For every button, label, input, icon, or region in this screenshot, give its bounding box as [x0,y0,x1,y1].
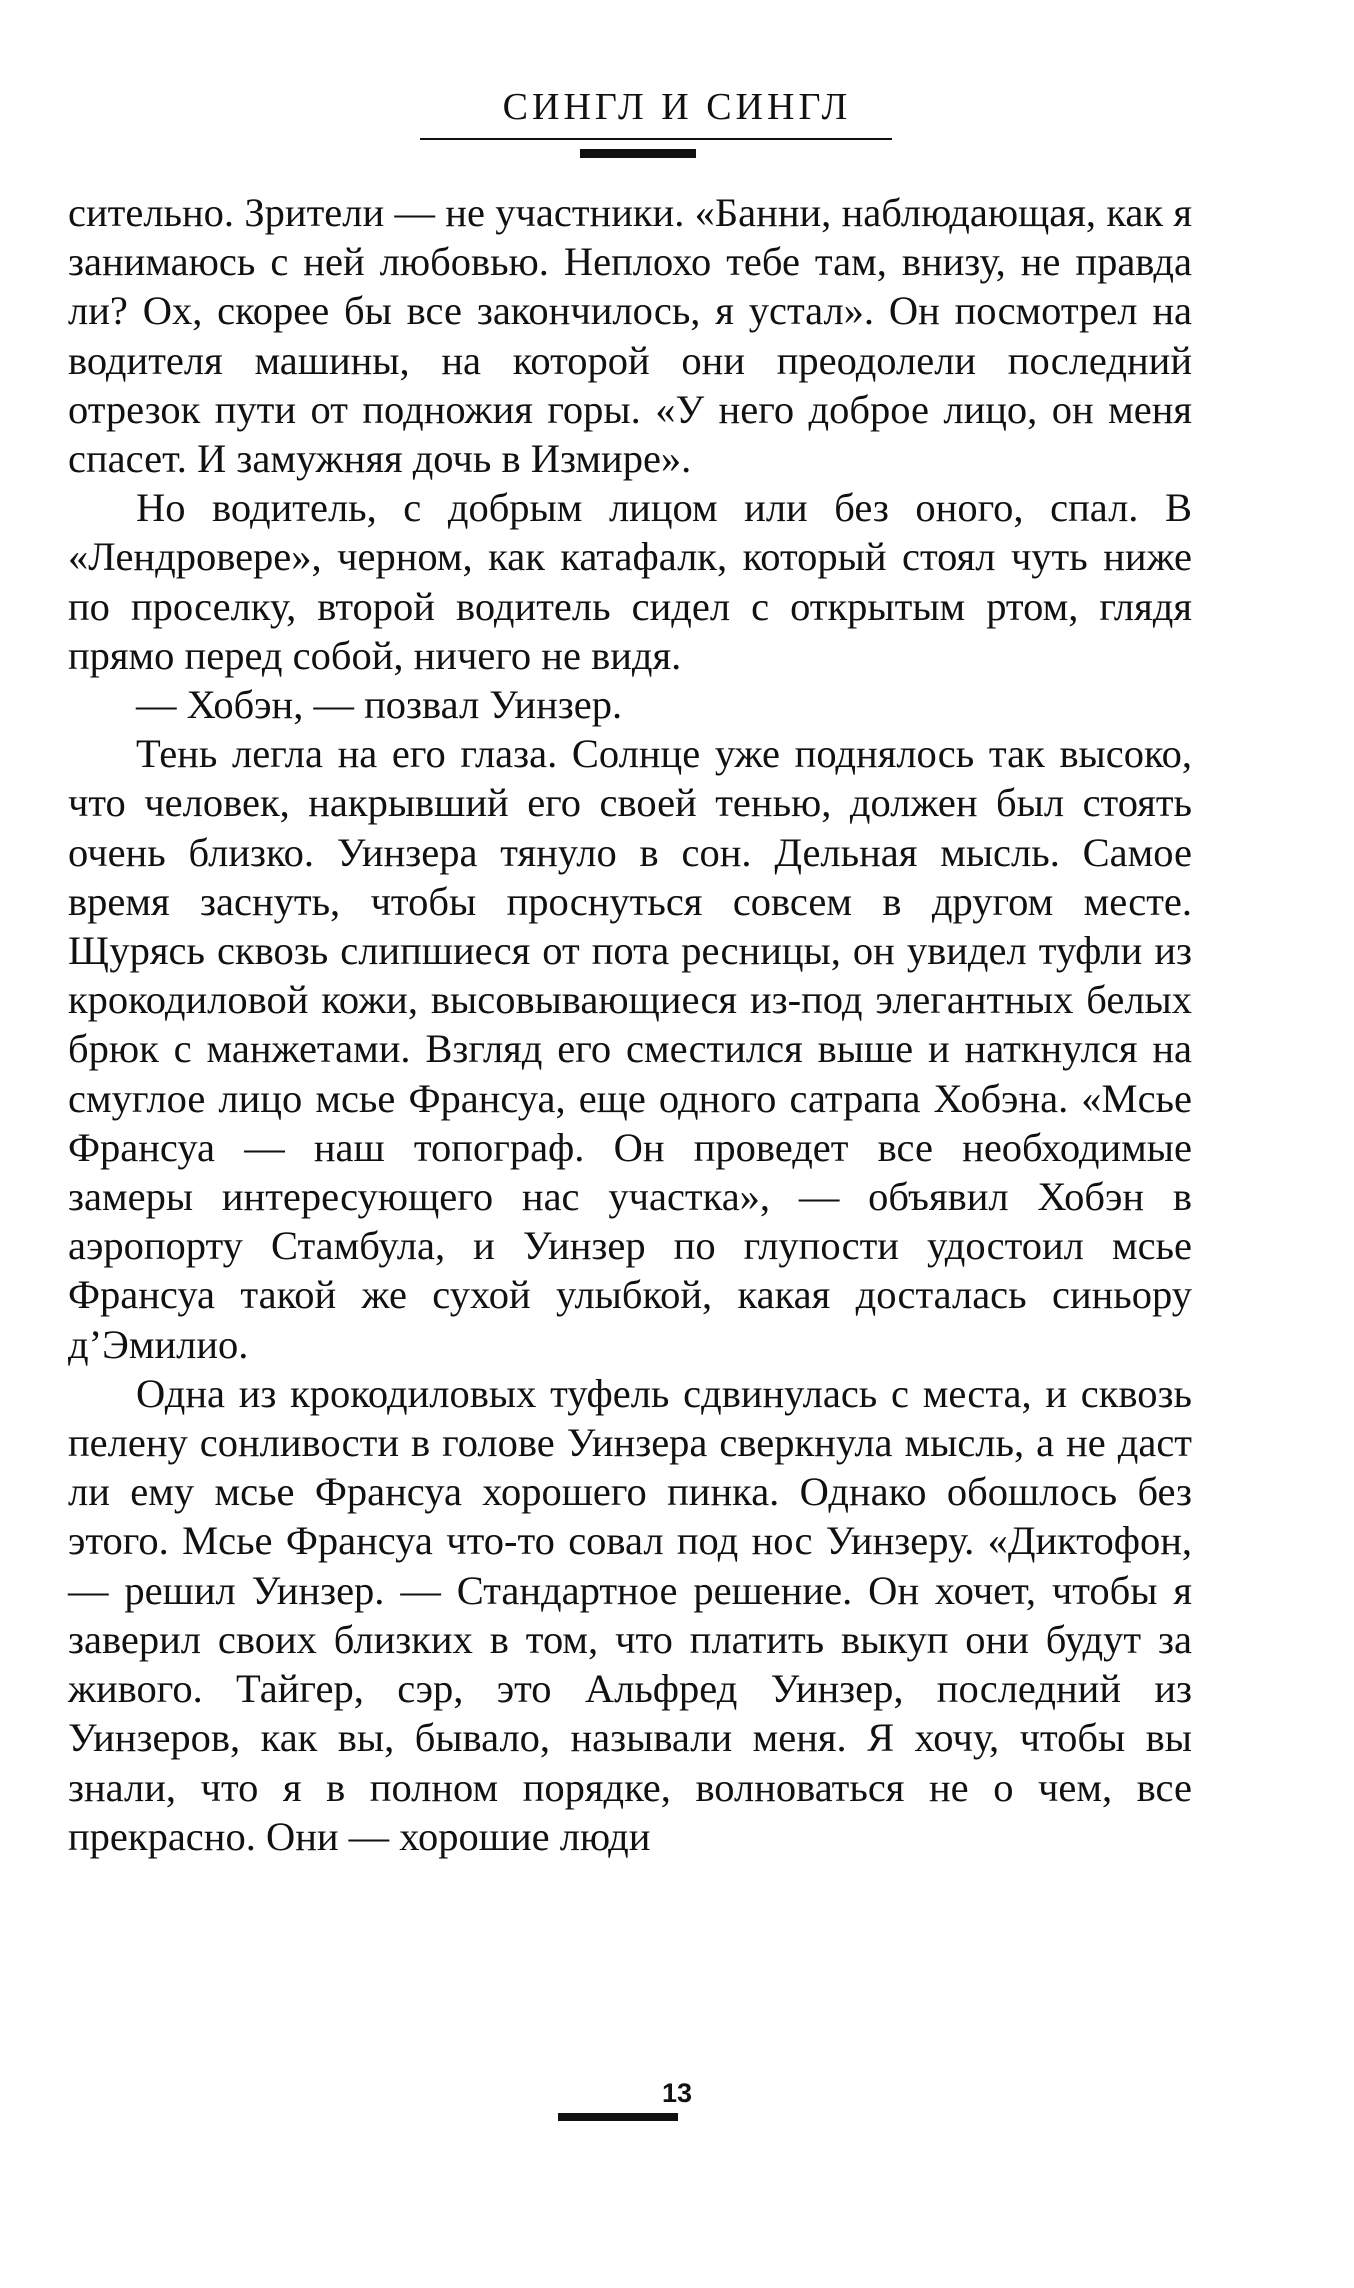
paragraph: Тень легла на его глаза. Солнце уже поднялось так высоко, что человек, накрывший его своей тенью, должен был стоять очень близко. Уинзера тянуло в сон. Дельная мысль. Самое время заснуть, чтобы проснуться совсем в другом месте. Щурясь сквозь слипшиеся от пота ресницы, он увидел туфли из крокодиловой кожи, высовывающиеся из-под элегантных белых брюк с манжетами. Взгляд его сместился выше и наткнулся на смуглое лицо мсье Франсуа, еще одного сатрапа Хобэна. «Мсье Франсуа — наш топограф. Он проведет все необходимые замеры интересующего нас участка», — объявил Хобэн в аэропорту Стамбула, и Уинзер по глупости удостоил мсье Франсуа такой же сухой улыбкой, какая досталась синьору д’Эмилио. [68,731,1192,1367]
paragraph-continued: сительно. Зрители — не участники. «Банни, наблюдающая, как я занимаюсь с ней любовью. Неплохо тебе там, внизу, не правда ли? Ох, скорее бы все закончилось, я устал». Он посмотрел на водителя машины, на которой они преодолели последний отрезок пути от подножия горы. «У него доброе лицо, он меня спасет. И замужняя дочь в Измире». [68,190,1192,482]
header-ornament-bar [580,149,696,158]
paragraph-dialogue: — Хобэн, — позвал Уинзер. [136,682,623,728]
page-number: 13 [661,2078,693,2108]
body-text [68,188,1192,1861]
running-head: СИНГЛ И СИНГЛ [502,86,852,128]
page-number-bar [558,2113,678,2121]
paragraph: Одна из крокодиловых туфель сдвинулась с места, и сквозь пелену сонливости в голове Уинзера сверкнула мысль, а не даст ли ему мсье Франсуа хорошего пинка. Однако обошлось без этого. Мсье Франсуа что-то совал под нос Уинзеру. «Диктофон, — решил Уинзер. — Стандартное решение. Он хочет, чтобы я заверил своих близких в том, что платить выкуп они будут за живого. Тайгер, сэр, это Альфред Уинзер, последний из Уинзеров, как вы, бывало, называли меня. Я хочу, чтобы вы знали, что я в полном порядке, волноваться не о чем, все прекрасно. Они — хорошие люди [68,1370,1192,1859]
paragraph: Но водитель, с добрым лицом или без оного, спал. В «Лендровере», черном, как катафалк, который стоял чуть ниже по проселку, второй водитель сидел с открытым ртом, глядя прямо перед собой, ничего не видя. [68,485,1192,678]
header-rule [420,138,892,140]
